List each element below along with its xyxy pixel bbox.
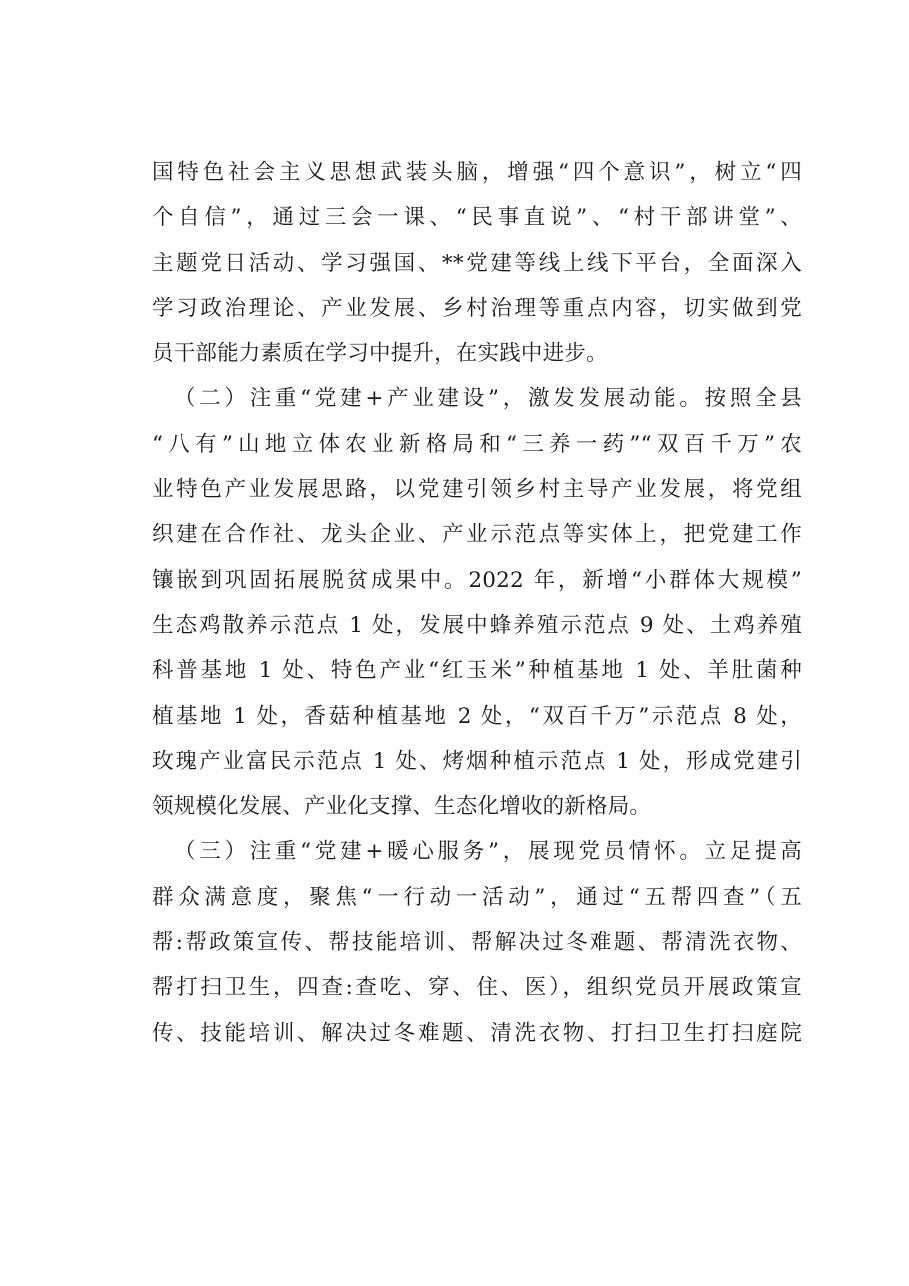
text-line: 生态鸡散养示范点 1 处，发展中蜂养殖示范点 9 处、土鸡养殖 [152,612,802,638]
text-line: 科普基地 1 处、特色产业“红玉米”种植基地 1 处、羊肚菌种 [152,658,802,684]
text-line: 玫瑰产业富民示范点 1 处、烤烟种植示范点 1 处，形成党建引 [152,748,802,774]
section-heading-line: （二）注重“党建+产业建设”，激发发展动能。按照全县 [174,386,802,412]
text-line: 领规模化发展、产业化支撑、生态化增收的新格局。 [152,794,652,820]
document-body [152,150,802,1056]
text-line: 群众满意度，聚焦“一行动一活动”，通过“五帮四查”（五 [152,884,802,910]
text-line: 镶嵌到巩固拓展脱贫成果中。2022 年，新增“小群体大规模” [152,567,802,593]
text-line: 业特色产业发展思路，以党建引领乡村主导产业发展，将党组 [152,477,802,503]
text-line: 植基地 1 处，香菇种植基地 2 处，“双百千万”示范点 8 处， [152,703,802,729]
text-line: 学习政治理论、产业发展、乡村治理等重点内容，切实做到党 [152,295,802,321]
text-line: 帮打扫卫生，四查:查吃、穿、住、医），组织党员开展政策宣 [152,975,802,1001]
text-line: 传、技能培训、解决过冬难题、清洗衣物、打扫卫生打扫庭院 [152,1020,802,1046]
section-heading-line: （三）注重“党建+暖心服务”，展现党员情怀。立足提高 [174,839,802,865]
text-line: 主题党日活动、学习强国、**党建等线上线下平台，全面深入 [152,250,802,276]
text-line: “八有”山地立体农业新格局和“三养一药”“双百千万”农 [152,431,802,457]
text-line: 织建在合作社、龙头企业、产业示范点等实体上，把党建工作 [152,522,802,548]
text-line: 帮:帮政策宣传、帮技能培训、帮解决过冬难题、帮清洗衣物、 [152,930,802,956]
text-line: 个自信”，通过三会一课、“民事直说”、“村干部讲堂”、 [152,205,802,231]
text-line: 国特色社会主义思想武装头脑，增强“四个意识”，树立“四 [152,160,802,185]
text-line: 员干部能力素质在学习中提升，在实践中进步。 [152,341,608,367]
